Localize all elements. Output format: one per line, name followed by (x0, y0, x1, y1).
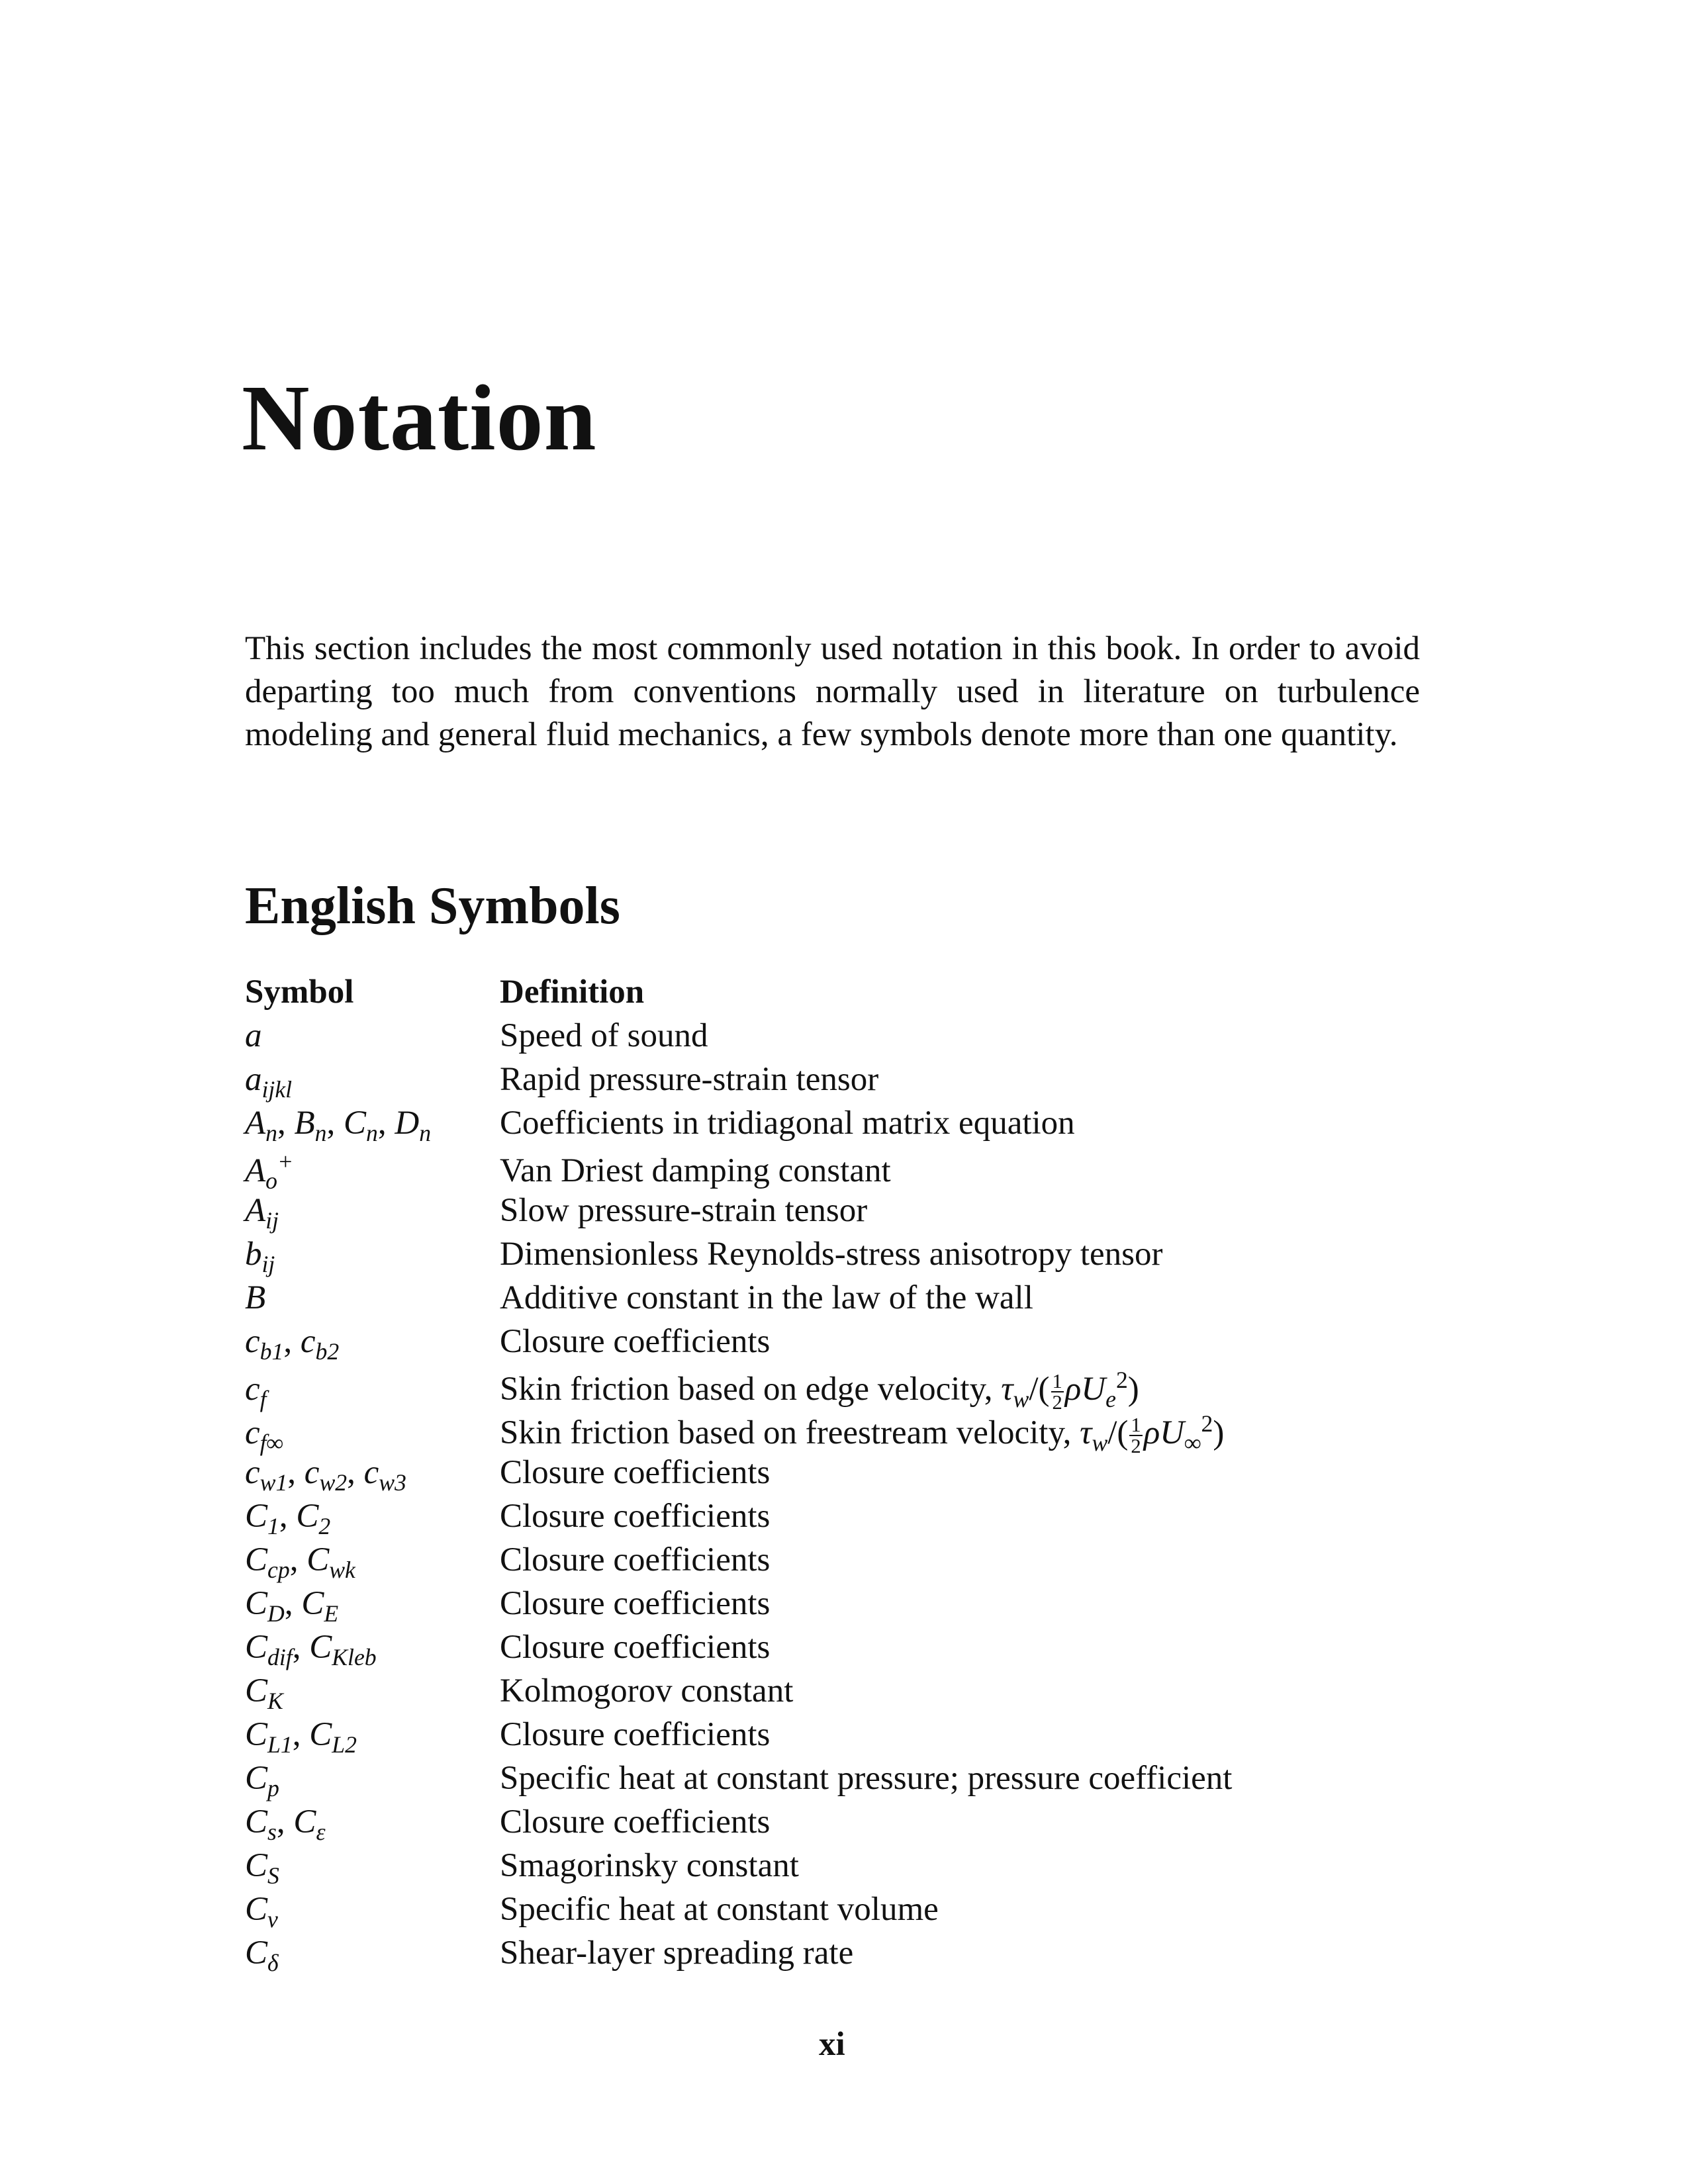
definition-cell: Coefficients in tridiagonal matrix equation (500, 1105, 1075, 1142)
page-title: Notation (242, 365, 597, 470)
symbol-cell: $A_n$, $B_n$, $C_n$, $D_n$ (245, 1105, 432, 1147)
table-row (245, 1759, 1232, 1803)
symbol-table (245, 973, 1232, 1978)
symbol-cell: $C_K$ (245, 1672, 283, 1715)
symbol-cell: a (245, 1017, 262, 1054)
table-row (245, 1322, 1232, 1366)
table-row (245, 1104, 1232, 1148)
symbol-cell: $C_p$ (245, 1760, 279, 1802)
table-row (245, 1148, 1232, 1195)
table-row (245, 1672, 1232, 1715)
symbol-cell: $C_s$, $C_\varepsilon$ (245, 1803, 326, 1846)
table-row (245, 1628, 1232, 1672)
table-row (245, 1890, 1232, 1934)
symbol-cell: $C_\delta$ (245, 1934, 279, 1977)
table-row (245, 1017, 1232, 1060)
definition-column-header: Definition (500, 974, 645, 1011)
definition-cell: Closure coefficients (500, 1716, 771, 1753)
definition-cell: Closure coefficients (500, 1803, 771, 1841)
symbol-cell: $C_{dif}$, $C_{Kleb}$ (245, 1629, 377, 1671)
table-row (245, 1715, 1232, 1759)
table-row (245, 1584, 1232, 1628)
table-row (245, 1060, 1232, 1104)
definition-cell: Rapid pressure-strain tensor (500, 1061, 879, 1098)
symbol-cell: $b_{ij}$ (245, 1236, 275, 1278)
definition-cell: Closure coefficients (500, 1629, 771, 1666)
definition-cell: Smagorinsky constant (500, 1847, 799, 1884)
symbol-cell: $C_S$ (245, 1847, 279, 1889)
section-title: English Symbols (245, 877, 620, 935)
symbol-cell: $a_{ijkl}$ (245, 1061, 293, 1103)
symbol-column-header: Symbol (245, 974, 354, 1011)
symbol-cell: $c_{f\infty}$ (245, 1414, 283, 1457)
definition-cell: Closure coefficients (500, 1585, 771, 1622)
definition-cell: Closure coefficients (500, 1454, 771, 1491)
table-row (245, 1803, 1232, 1846)
definition-cell: Closure coefficients (500, 1323, 771, 1360)
symbol-cell: $c_{b1}$, $c_{b2}$ (245, 1323, 340, 1365)
table-row (245, 1235, 1232, 1279)
symbol-cell: $C_1$, $C_2$ (245, 1498, 331, 1540)
table-row (245, 1279, 1232, 1322)
symbol-cell: $C_{cp}$, $C_{wk}$ (245, 1541, 355, 1584)
symbol-cell: $c_{w1}$, $c_{w2}$, $c_{w3}$ (245, 1454, 406, 1496)
definition-cell: Van Driest damping constant (500, 1152, 891, 1189)
symbol-cell: $c_f$ (245, 1371, 267, 1413)
table-row (245, 1191, 1232, 1235)
table-row (245, 1846, 1232, 1890)
symbol-cell: $A_o^+$ (245, 1148, 294, 1195)
table-header (245, 973, 1232, 1017)
symbol-cell: $A_{ij}$ (245, 1192, 279, 1234)
definition-cell: Additive constant in the law of the wall (500, 1279, 1033, 1316)
definition-cell: Closure coefficients (500, 1498, 771, 1535)
definition-cell: Shear-layer spreading rate (500, 1934, 854, 1972)
symbol-cell: $C_{L1}$, $C_{L2}$ (245, 1716, 357, 1758)
definition-cell: Speed of sound (500, 1017, 708, 1054)
symbol-cell: $C_v$ (245, 1891, 278, 1933)
definition-cell: Skin friction based on freestream velocity, $\tau_w/$( $\frac{1}{2}$ $\rho U_\infty^2$) (500, 1410, 1225, 1458)
table-row (245, 1934, 1232, 1978)
table-body (245, 1017, 1232, 1978)
definition-cell: Dimensionless Reynolds-stress anisotropy tensor (500, 1236, 1163, 1273)
definition-cell: Kolmogorov constant (500, 1672, 794, 1709)
table-row (245, 1410, 1232, 1458)
table-row (245, 1366, 1232, 1414)
intro-paragraph: This section includes the most commonly used notation in this book. In order to avoid departing too much from conventions normally used in literature on turbulence modeling and general fluid mechanics, a few symbols denote more than one quantity. (245, 630, 1420, 753)
definition-cell: Closure coefficients (500, 1541, 771, 1578)
table-row (245, 1541, 1232, 1584)
definition-cell: Slow pressure-strain tensor (500, 1192, 868, 1229)
definition-cell: Specific heat at constant pressure; pressure coefficient (500, 1760, 1233, 1797)
symbol-cell: B (245, 1279, 266, 1316)
table-row (245, 1453, 1232, 1497)
definition-cell: Skin friction based on edge velocity, $\tau_w/$( $\frac{1}{2}$ $\rho U_e^2$) (500, 1367, 1139, 1414)
table-row (245, 1497, 1232, 1541)
page-number: xi (819, 2026, 845, 2063)
symbol-cell: $C_D$, $C_E$ (245, 1585, 339, 1627)
definition-cell: Specific heat at constant volume (500, 1891, 939, 1928)
